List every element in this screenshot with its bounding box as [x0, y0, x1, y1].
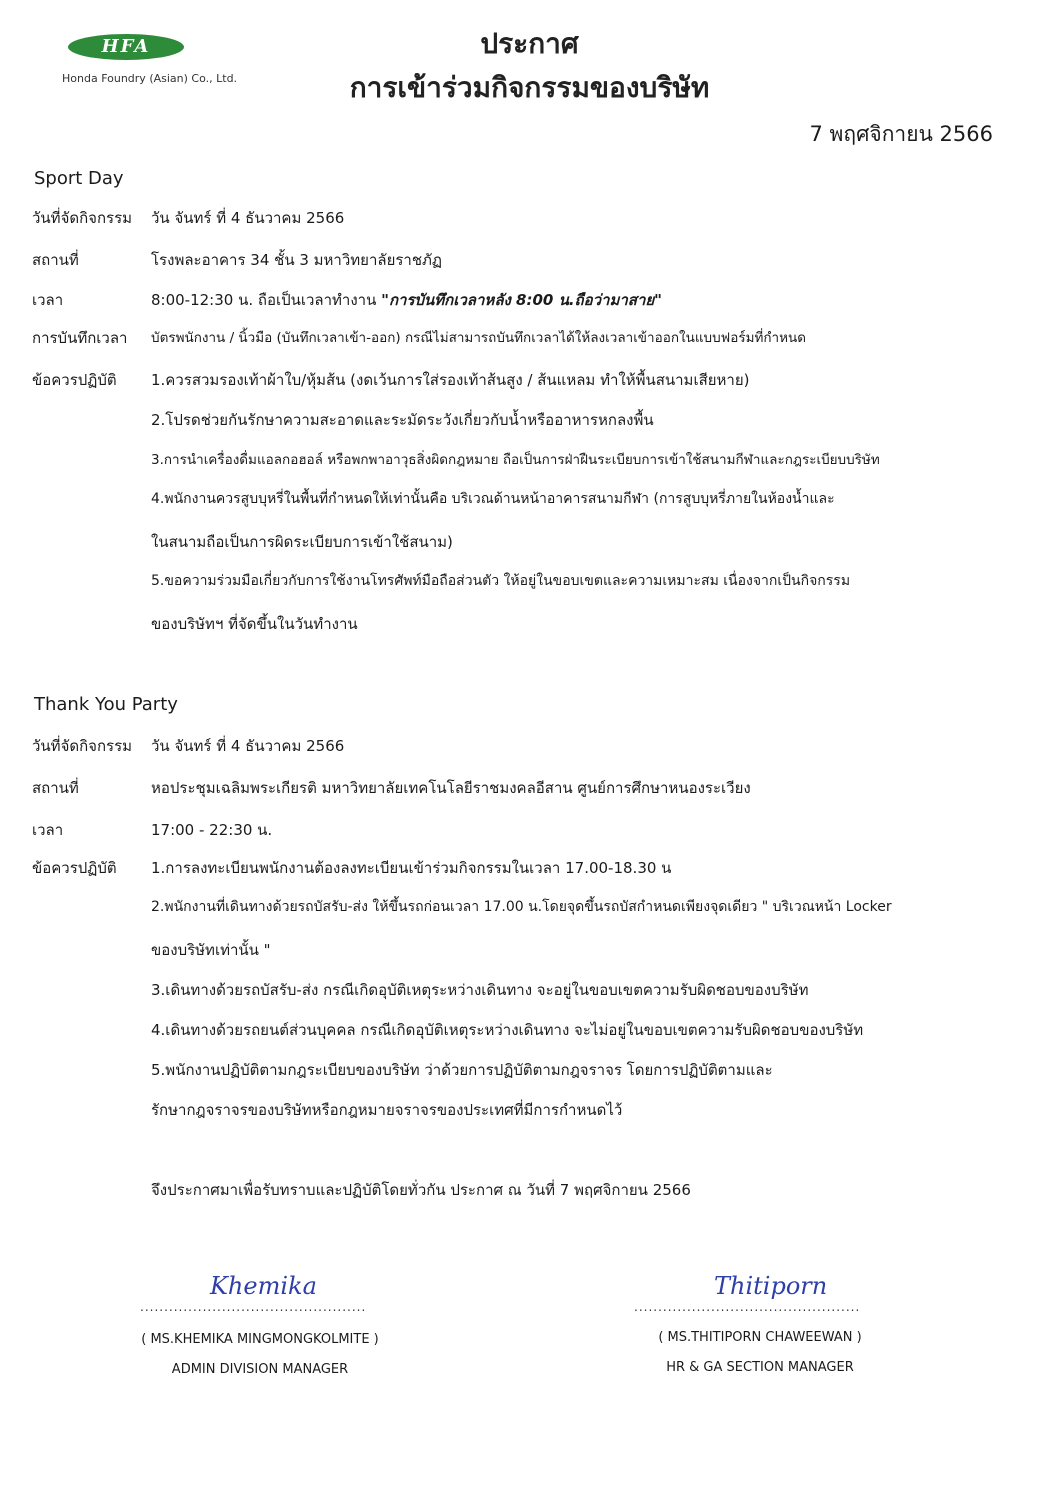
party-rule-3: 3.เดินทางด้วยรถบัสรับ-ส่ง กรณีเกิดอุบัติเหตุระหว่างเดินทาง จะอยู่ในขอบเขตความรับผิดชอบของบริษัท: [151, 981, 809, 999]
party-rule-1: 1.การลงทะเบียนพนักงานต้องลงทะเบียนเข้าร่วมกิจกรรมในเวลา 17.00-18.30 น: [151, 859, 672, 877]
party-rule-5: 5.พนักงานปฏิบัติตามกฎระเบียบของบริษัท ว่าด้วยการปฏิบัติตามกฎจราจร โดยการปฏิบัติตามและ: [151, 1061, 773, 1079]
thank-you-heading: Thank You Party: [34, 694, 178, 715]
signature-mark: Khemika: [210, 1272, 317, 1300]
signature-line: ...............................................: [140, 1300, 367, 1314]
sport-rule-5: 5.ขอความร่วมมือเกี่ยวกับการใช้งานโทรศัพท์มือถือส่วนตัว ให้อยู่ในขอบเขตและความเหมาะสม เนื่องจากเป็นกิจกรรม: [151, 573, 851, 589]
signatory-name-right: ( MS.THITIPORN CHAWEEWAN ): [658, 1330, 862, 1345]
announcement-subtitle: การเข้าร่วมกิจกรรมของบริษัท: [349, 71, 710, 104]
party-place-value: หอประชุมเฉลิมพระเกียรติ มหาวิทยาลัยเทคโนโลยีราชมงคลอีสาน ศูนย์การศึกษาหนองระเวียง: [151, 779, 751, 797]
sport-rule-4: 4.พนักงานควรสูบบุหรี่ในพื้นที่กำหนดให้เท่านั้นคือ บริเวณด้านหน้าอาคารสนามกีฬา (การสูบบุหรี่ภายในห้องน้ำและ: [151, 491, 835, 507]
logo-mark: HFA: [68, 34, 184, 60]
sport-record-value: บัตรพนักงาน / นิ้วมือ (บันทึกเวลาเข้า-ออก) กรณีไม่สามารถบันทึกเวลาได้ให้ลงเวลาเข้าออกในแบบฟอร์มที่กำหนด: [151, 330, 807, 346]
party-date-value: วัน จันทร์ ที่ 4 ธันวาคม 2566: [151, 737, 345, 755]
sport-day-heading: Sport Day: [34, 168, 124, 189]
party-date-label: วันที่จัดกิจกรรม: [32, 737, 133, 755]
party-rule-2-cont: ของบริษัทเท่านั้น ": [151, 941, 271, 959]
announcement-date: 7 พฤศจิกายน 2566: [809, 122, 993, 146]
signatory-title-right: HR & GA SECTION MANAGER: [666, 1360, 854, 1375]
sport-time-row: [151, 288, 662, 312]
party-place-label: สถานที่: [32, 779, 79, 797]
sport-record-label: การบันทึกเวลา: [32, 329, 128, 347]
late-note: "การบันทึกเวลาหลัง 8:00 น.ถือว่ามาสาย": [381, 291, 662, 309]
signatory-title-left: ADMIN DIVISION MANAGER: [171, 1362, 349, 1377]
signature-block-left: [140, 1272, 390, 1314]
signature-block-right: [634, 1272, 884, 1314]
sport-time-label: เวลา: [32, 291, 64, 309]
party-rule-4: 4.เดินทางด้วยรถยนต์ส่วนบุคคล กรณีเกิดอุบัติเหตุระหว่างเดินทาง จะไม่อยู่ในขอบเขตความรับผิดชอบของบริษัท: [151, 1021, 864, 1039]
party-time-value: 17:00 - 22:30 น.: [151, 821, 273, 839]
announcement-title: ประกาศ: [480, 27, 579, 60]
sport-place-label: สถานที่: [32, 251, 79, 269]
party-time-label: เวลา: [32, 821, 64, 839]
sport-place-value: โรงพละอาคาร 34 ชั้น 3 มหาวิทยาลัยราชภัฏ: [151, 251, 442, 269]
party-rules-label: ข้อควรปฏิบัติ: [32, 859, 117, 877]
sport-rules-label: ข้อควรปฏิบัติ: [32, 371, 117, 389]
sport-date-value: วัน จันทร์ ที่ 4 ธันวาคม 2566: [151, 209, 345, 227]
sport-date-label: วันที่จัดกิจกรรม: [32, 209, 133, 227]
company-name: Honda Foundry (Asian) Co., Ltd.: [62, 72, 238, 85]
sport-rule-5-cont: ของบริษัทฯ ที่จัดขึ้นในวันทำงาน: [151, 615, 358, 633]
sport-rule-3: 3.การนำเครื่องดื่มแอลกอฮอล์ หรือพกพาอาวุธสิ่งผิดกฎหมาย ถือเป็นการฝ่าฝืนระเบียบการเข้าใช้สนามกีฬาและกฎระเบียบบริษัท: [151, 452, 880, 468]
signature-mark: Thitiporn: [714, 1272, 828, 1300]
signature-line: ...............................................: [634, 1300, 861, 1314]
sport-rule-1: 1.ควรสวมรองเท้าผ้าใบ/หุ้มส้น (งดเว้นการใส่รองเท้าส้นสูง / ส้นแหลม ทำให้พื้นสนามเสียหาย): [151, 371, 750, 389]
sport-time-value: 8:00-12:30 น. ถือเป็นเวลาทำงาน: [151, 291, 377, 309]
signatory-name-left: ( MS.KHEMIKA MINGMONGKOLMITE ): [141, 1332, 379, 1347]
sport-rule-2: 2.โปรดช่วยกันรักษาความสะอาดและระมัดระวังเกี่ยวกับน้ำหรืออาหารหกลงพื้น: [151, 411, 654, 429]
party-rule-2: 2.พนักงานที่เดินทางด้วยรถบัสรับ-ส่ง ให้ขึ้นรถก่อนเวลา 17.00 น.โดยจุดขึ้นรถบัสกำหนดเพียงจุดเดียว " บริเวณหน้า Locker: [151, 899, 892, 915]
sport-rule-4-cont: ในสนามถือเป็นการผิดระเบียบการเข้าใช้สนาม): [151, 533, 453, 551]
closing-statement: จึงประกาศมาเพื่อรับทราบและปฏิบัติโดยทั่วกัน ประกาศ ณ วันที่ 7 พฤศจิกายน 2566: [151, 1181, 691, 1199]
party-rule-5-cont: รักษากฎจราจรของบริษัทหรือกฎหมายจราจรของประเทศที่มีการกำหนดไว้: [151, 1101, 623, 1119]
